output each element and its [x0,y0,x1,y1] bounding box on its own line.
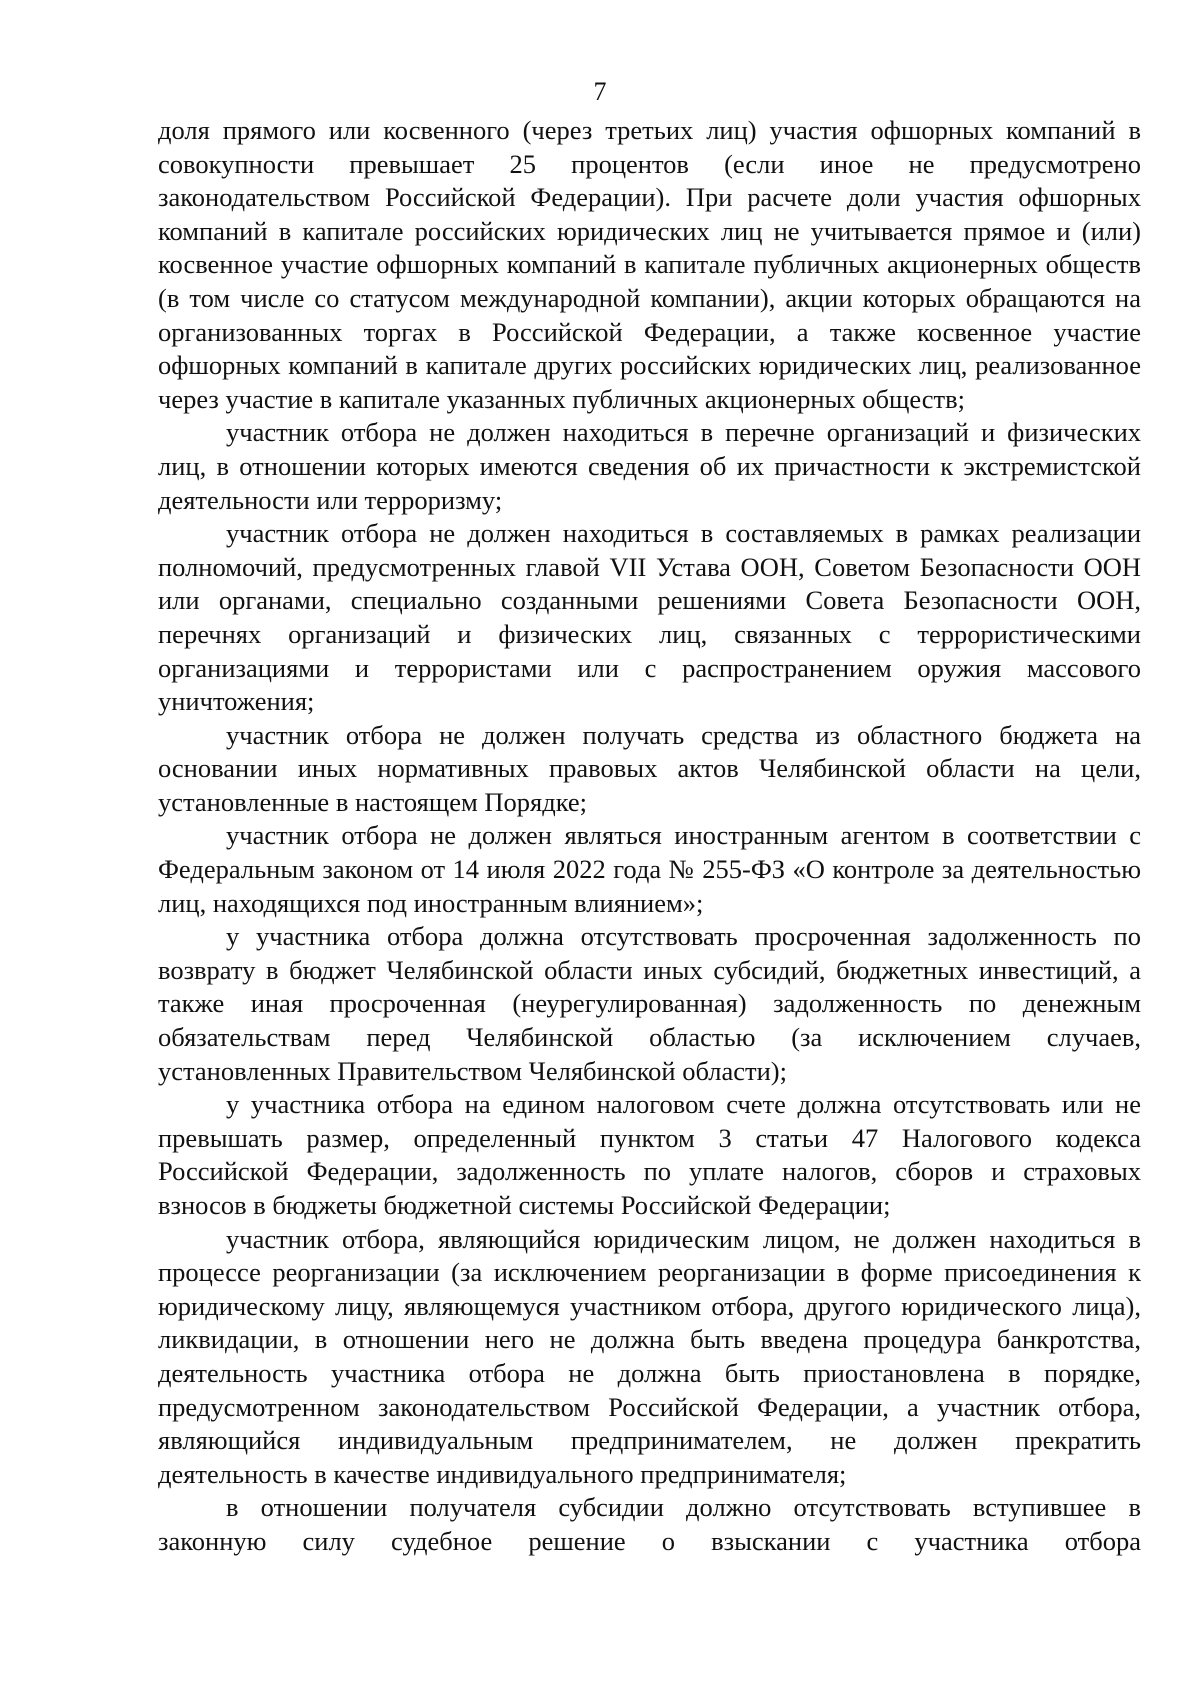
paragraph-reorganization-liquidation: участник отбора, являющийся юридическим лицом, не должен находиться в процессе реорганизации (за исключением реорганизации в форме присоединения к юридическому лицу, являющемуся участником отбора, другого юридического лица), ликвидации, в отношении него не должна быть введена процедура банкротства, деятельность участника отбора не должна быть приостановлена в порядке, предусмотренном законодательством Российской Федерации, а участник отбора, являющийся индивидуальным предпринимателем, не должен прекратить деятельность в качестве индивидуального предпринимателя; [158,1223,1141,1489]
paragraph-un-security-council-list: участник отбора не должен находиться в составляемых в рамках реализации полномочий, предусмотренных главой VII Устава ООН, Советом Безопасности ООН или органами, специально созданными решениями Совета Безопасности ООН, перечнях организаций и физических лиц, связанных с террористическими организациями и террористами или с распространением оружия массового уничтожения; [158,518,1141,717]
paragraph-extremism-list: участник отбора не должен находиться в перечне организаций и физических лиц, в отношении которых имеются сведения об их причастности к экстремистской деятельности или терроризму; [158,417,1141,515]
paragraph-regional-budget-funds: участник отбора не должен получать средства из областного бюджета на основании иных нормативных правовых актов Челябинской области на цели, установленные в настоящем Порядке; [158,719,1141,817]
paragraph-tax-debt: у участника отбора на едином налоговом счете должна отсутствовать или не превышать размер, определенный пунктом 3 статьи 47 Налогового кодекса Российской Федерации, задолженность по уплате налогов, сборов и страховых взносов в бюджеты бюджетной системы Российской Федерации; [158,1089,1141,1220]
paragraph-court-decision: в отношении получателя субсидии должно отсутствовать вступившее в законную силу судебное решение о взыскании с участника отбора [158,1492,1141,1556]
page-number: 7 [593,77,607,106]
paragraph-foreign-agent: участник отбора не должен являться иностранным агентом в соответствии с Федеральным законом от 14 июля 2022 года № 255-ФЗ «О контроле за деятельностью лиц, находящихся под иностранным влиянием»; [158,820,1141,918]
paragraph-offshore-share: доля прямого или косвенного (через третьих лиц) участия офшорных компаний в совокупности превышает 25 процентов (если иное не предусмотрено законодательством Российской Федерации). При расчете доли участия офшорных компаний в капитале российских юридических лиц не учитывается прямое и (или) косвенное участие офшорных компаний в капитале публичных акционерных обществ (в том числе со статусом международной компании), акции которых обращаются на организованных торгах в Российской Федерации, а также косвенное участие офшорных компаний в капитале других российских юридических лиц, реализованное через участие в капитале указанных публичных акционерных обществ; [158,115,1141,414]
document-body [158,114,1141,1559]
paragraph-overdue-debt: у участника отбора должна отсутствовать просроченная задолженность по возврату в бюджет Челябинской области иных субсидий, бюджетных инвестиций, а также иная просроченная (неурегулированная) задолженность по денежным обязательствам перед Челябинской областью (за исключением случаев, установленных Правительством Челябинской области); [158,921,1141,1086]
